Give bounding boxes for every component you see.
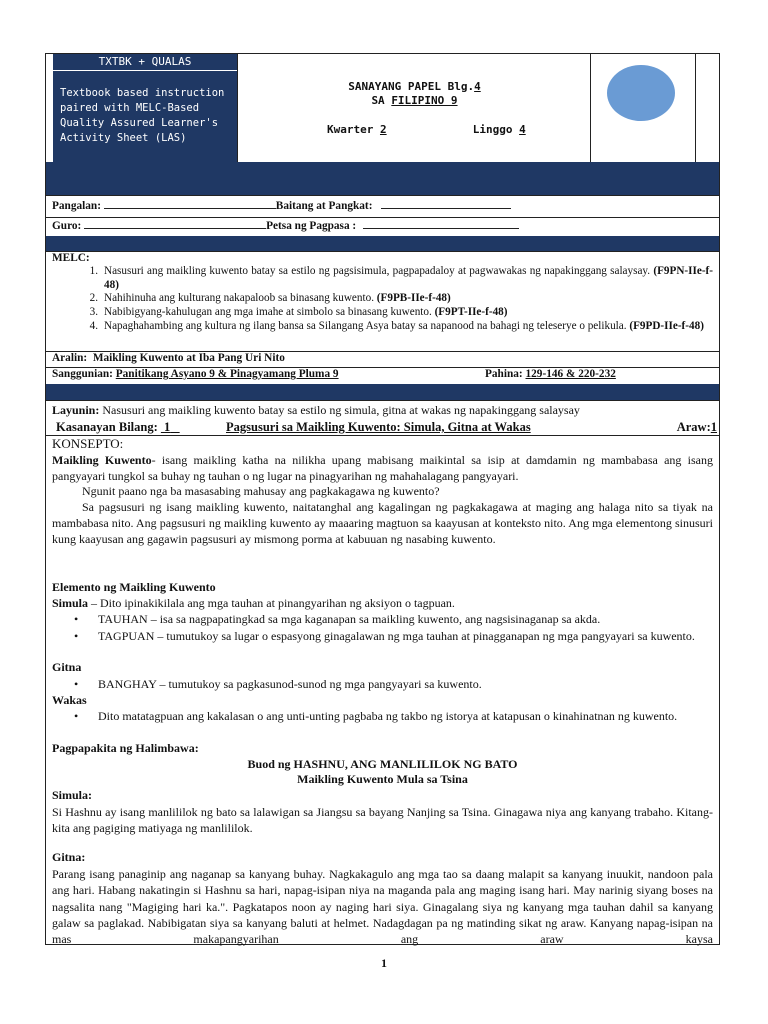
aralin-band [46, 384, 719, 400]
story-subtitle: Maikling Kuwento Mula sa Tsina [297, 772, 468, 786]
description-text: Textbook based instruction paired with MELC-Based Quality Assured Learner's Activity Sheet (LAS) [60, 87, 225, 144]
melc-item: 1. Nasusuri ang maikling kuwento batay sa estilo ng pagsisimula, pagpapadaloy at pagwawakas ng napakinggang salaysay. (F9PN-IIe-f-48) [89, 265, 714, 291]
sanggunian-row: Sanggunian: Panitikang Asyano 9 & Pinagyamang Pluma 9 Pahina: 129-146 & 220-232 [52, 368, 616, 380]
melc-item: 2. Nahihinuha ang kulturang nakapaloob sa binasang kuwento. (F9PB-IIe-f-48) [89, 292, 451, 305]
pangalan-label: Pangalan: [52, 200, 101, 212]
melc-label: MELC: [52, 252, 90, 264]
gitna-label: Gitna [52, 660, 82, 674]
araw: Araw:1 [676, 420, 717, 434]
pangalan-field[interactable] [104, 199, 276, 209]
title-box [237, 54, 591, 162]
baitang-field[interactable] [381, 199, 511, 209]
txtbk-label-bar [53, 54, 237, 70]
story-simula-label: Simula: [52, 788, 93, 802]
txtbk-label: TXTBK + QUALAS [98, 55, 192, 68]
konsepto-definition: Maikling Kuwento- isang maikling katha na nilikha upang mabisang maikintal sa isip at damdamin ng mambabasa ang isang pangyayari tungkol sa buhay ng tauhan o ng lugar na pinagyarihan ng mahahalagang pangyayari. [52, 453, 713, 483]
tauhan-item: • TAUHAN – isa sa nagpapatingkad sa mga kaganapan sa maikling kuwento, ang nagsisinaganap sa akda. [74, 612, 601, 626]
kasanayan-num: 1 [164, 420, 171, 434]
wakas-item: • Dito matatagpuan ang kakalasan o ang unti-unting pagbaba ng takbo ng istorya at katapusan o kinahinatnan ng kuwento. [74, 709, 678, 723]
header-band [46, 162, 719, 195]
logo-box [590, 54, 696, 162]
melc-item: 4. Napaghahambing ang kultura ng ilang bansa sa Silangang Asya batay sa napanood na bahagi ng teleserye o pelikula. (F9PD-IIe-f-48) [89, 319, 704, 332]
story-title: Buod ng HASHNU, ANG MANLILILOK NG BATO [247, 757, 518, 771]
story-gitna-text: Parang isang panaginip ang naganap sa kanyang buhay. Nagkakagulo ang mga tao sa daang malapit sa kanyang inuukit, nandoon pala ang hari. Habang nakatingin si Hashnu sa hari, napag-isipan niya na maganda pala ang maging isang hari. May narinig siyang boses na nagsalita nang "Magiging hari ka.". Pagkatapos noon ay naging hari siya. Ginagalang siya ng kanyang mga tauhan dahil sa kanyang galaw sa paglakad. Nabibigatan siya sa kanyang baluti at helmet. Nadagdagan pa ng matinding sikat ng araw. Kanyang napag-isipan na mas makapangyarihan ang araw kaysa [52, 867, 713, 946]
layunin-text: Nasusuri ang maikling kuwento batay sa estilo ng simula, gitna at wakas ng napakinggang salaysay [102, 403, 580, 417]
page-number: 1 [381, 956, 387, 970]
petsa-field[interactable] [363, 219, 519, 229]
kasanayan-row: Kasanayan Bilang: 1 Pagsusuri sa Maikling Kuwento: Simula, Gitna at Wakas Araw:1 [56, 420, 717, 434]
layunin-row: Layunin: Nasusuri ang maikling kuwento batay sa estilo ng simula, gitna at wakas ng napakinggang salaysay [52, 403, 580, 417]
pangalan-row [52, 195, 713, 217]
activity-sheet-page [45, 53, 720, 945]
guro-field[interactable] [84, 219, 266, 229]
kwarter-linggo: Kwarter 2 Linggo 4 [327, 123, 526, 136]
melc-list [52, 265, 713, 334]
konsepto-question: Ngunit paano nga ba masasabing mahusay ang pagkakagawa ng kuwento? [82, 484, 440, 498]
aralin-value: Maikling Kuwento at Iba Pang Uri Nito [92, 352, 285, 364]
kasanayan-title: Pagsusuri sa Maikling Kuwento: Simula, Gitna at Wakas [226, 420, 531, 434]
wakas-label: Wakas [52, 693, 87, 707]
konsepto-heading: KONSEPTO: [52, 436, 124, 451]
description-box [53, 71, 237, 162]
simula-row: Simula – Dito ipinakikilala ang mga tauhan at pinangyarihan ng aksiyon o tagpuan. [52, 596, 455, 610]
halimbawa-heading: Pagpapakita ng Halimbawa: [52, 741, 199, 755]
info-band [46, 236, 719, 251]
aralin-row: Aralin: Maikling Kuwento at Iba Pang Uri Nito [52, 352, 285, 364]
guro-row [52, 217, 713, 236]
konsepto-paragraph: Sa pagsusuri ng isang maikling kuwento, naitatanghal ang kagalingan ng pagkakagawa at maging ang halaga nito sa tiyak na mambabasa nito. Ang pagsusuri ng maikling kuwento ay maaaring magtuon sa kaayusan at konteksto nito. Ang mga elementong sinusuri kung kaayusan ang gagawin pagsusuri ay mismong porma at kabuuan ng nasabing kuwento. [52, 500, 713, 546]
melc-item: 3. Nabibigyang-kahulugan ang mga imahe at simbolo sa binasang kuwento. (F9PT-IIe-f-48) [89, 306, 508, 319]
sheet-title-line2: SA FILIPINO 9 [371, 94, 458, 107]
petsa-label: Petsa ng Pagpasa : [266, 220, 357, 232]
sheet-title-line1: SANAYANG PAPEL Blg.4 [348, 80, 481, 93]
logo-circle-icon [607, 65, 675, 121]
baitang-label: Baitang at Pangkat: [275, 200, 373, 212]
pahina-value: 129-146 & 220-232 [525, 368, 616, 380]
tagpuan-item: • TAGPUAN – tumutukoy sa lugar o espasyong ginagalawan ng mga tauhan at pinagganapan ng mga pangyayari sa kuwento. [74, 629, 695, 643]
story-gitna-label: Gitna: [52, 850, 86, 864]
banghay-item: • BANGHAY – tumutukoy sa pagkasunod-sunod ng mga pangyayari sa kuwento. [74, 677, 482, 691]
elemento-heading: Elemento ng Maikling Kuwento [52, 580, 216, 594]
story-simula-text: Si Hashnu ay isang manlililok ng bato sa lalawigan sa Jiangsu sa bayang Nanjing sa Tsina. Ginagawa niya ang kanyang trabaho. Kitang-kita ang pagiging matiyaga ng manlililok. [52, 805, 713, 835]
guro-label: Guro: [52, 220, 82, 232]
sanggunian-value: Panitikang Asyano 9 & Pinagyamang Pluma 9 [115, 368, 339, 380]
